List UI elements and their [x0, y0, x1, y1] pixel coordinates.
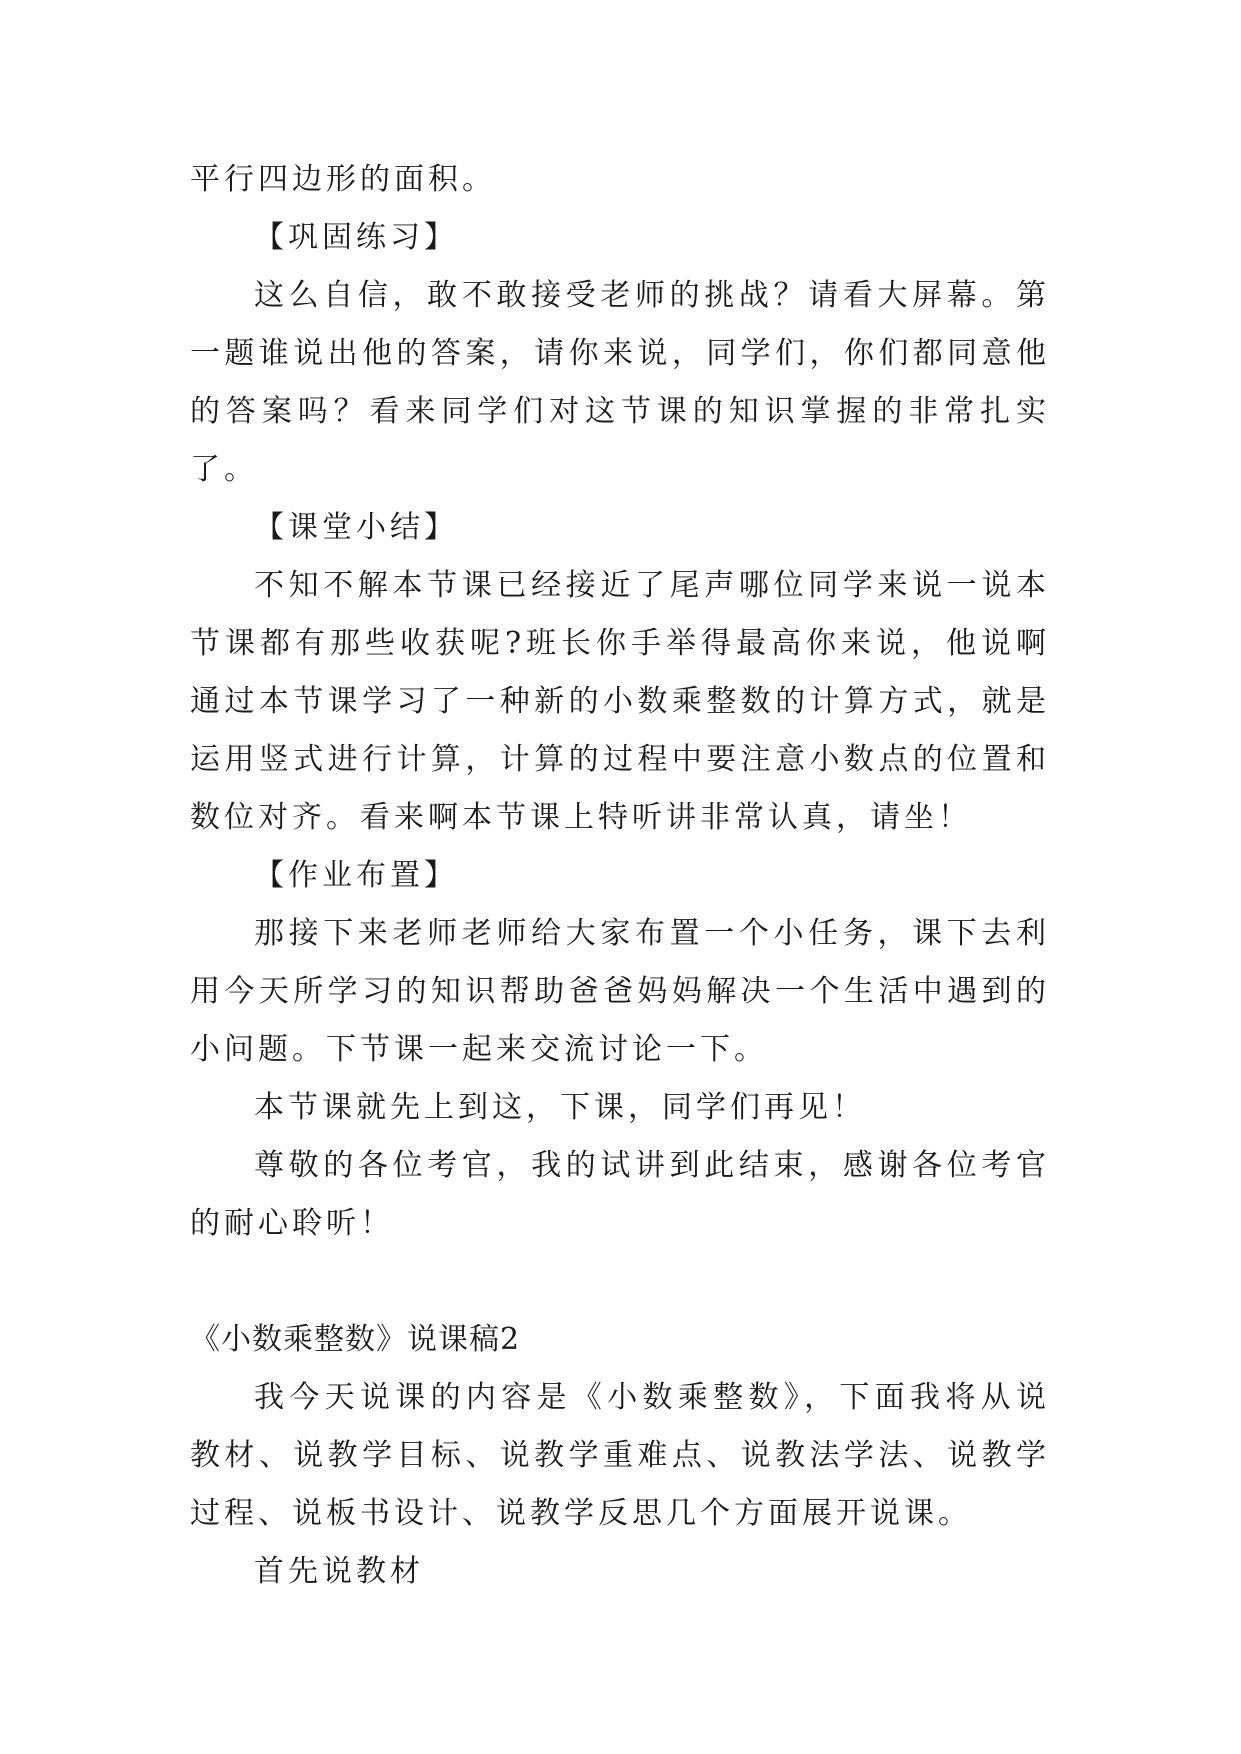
section-heading-summary: 【课堂小结】 [254, 510, 458, 545]
paragraph-dismissal: 本节课就先上到这，下课，同学们再见！ [254, 1090, 866, 1125]
document-body [190, 151, 1050, 1601]
paragraph-textbook: 首先说教材 [254, 1554, 424, 1589]
paragraph-summary: 不知不解本节课已经接近了尾声哪位同学来说一说本节课都有那些收获呢?班长你手举得最高你来说，他说啊通过本节课学习了一种新的小数乘整数的计算方式，就是运用竖式进行计算，计算的过程中要注意小数点的位置和数位对齐。看来啊本节课上特听讲非常认真，请坐！ [190, 568, 1050, 835]
document-title-2: 《小数乘整数》说课稿2 [190, 1322, 521, 1357]
section-gap [190, 1253, 1050, 1311]
paragraph-continuation: 平行四边形的面积。 [190, 162, 496, 197]
paragraph-practice: 这么自信，敢不敢接受老师的挑战？请看大屏幕。第一题谁说出他的答案，请你来说，同学们，你们都同意他的答案吗？看来同学们对这节课的知识掌握的非常扎实了。 [190, 278, 1050, 487]
paragraph-intro: 我今天说课的内容是《小数乘整数》，下面我将从说教材、说教学目标、说教学重难点、说教法学法、说教学过程、说板书设计、说教学反思几个方面展开说课。 [190, 1380, 1050, 1531]
section-heading-practice: 【巩固练习】 [254, 220, 458, 255]
paragraph-homework: 那接下来老师老师给大家布置一个小任务，课下去利用今天所学习的知识帮助爸爸妈妈解决一个生活中遇到的小问题。下节课一起来交流讨论一下。 [190, 916, 1050, 1067]
paragraph-closing: 尊敬的各位考官，我的试讲到此结束，感谢各位考官的耐心聆听！ [190, 1148, 1050, 1241]
section-heading-homework: 【作业布置】 [254, 858, 458, 893]
